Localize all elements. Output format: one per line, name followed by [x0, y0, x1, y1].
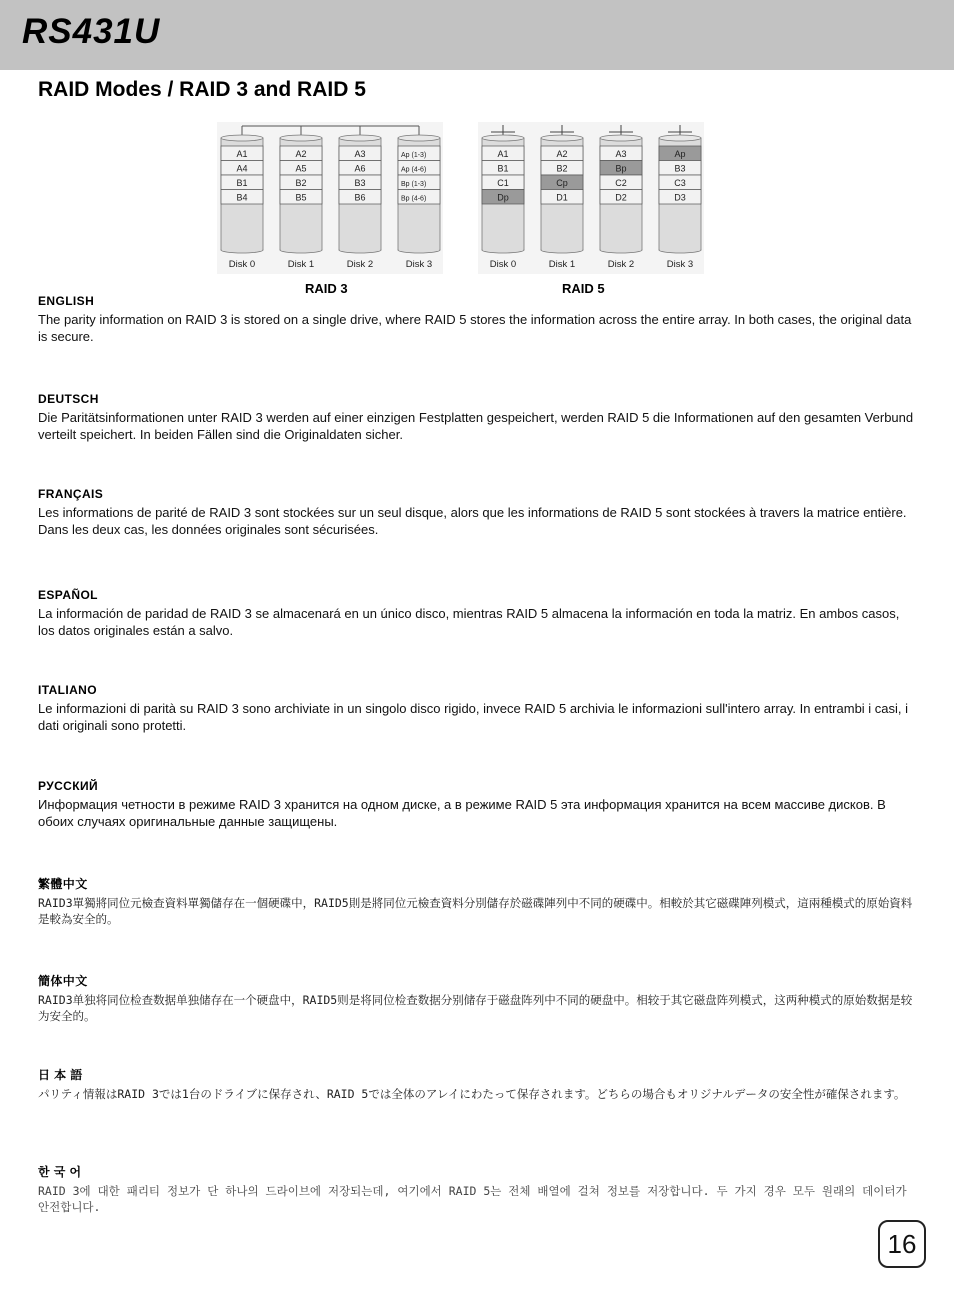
- raid5-caption: RAID 5: [562, 281, 605, 296]
- section-text: Les informations de parité de RAID 3 sont stockées sur un seul disque, alors que les informations de RAID 5 sont stockées à travers la matrice entière. Dans les deux cas, les données originales sont sécurisées.: [38, 505, 907, 537]
- section-simplified-chinese: [38, 972, 918, 1024]
- disk-block-label: B5: [295, 192, 307, 203]
- section-text: パリティ情報はRAID 3では1台のドライブに保存され、RAID 5では全体のアレイにわたって保存されます。どちらの場合もオリジナルデータの安全性が確保されます。: [38, 1087, 906, 1101]
- disk-cylinder: [600, 125, 642, 270]
- disk-block: [600, 190, 642, 205]
- disk-block: [659, 190, 701, 205]
- disk-block: [482, 146, 524, 161]
- section-text: Die Paritätsinformationen unter RAID 3 werden auf einer einzigen Festplatten gespeichert, werden RAID 5 die Informationen auf den gesamten Verbund verteilt speichert. In beiden Fällen sind die Originaldaten sicher.: [38, 410, 914, 442]
- disk-block-label: A2: [556, 148, 568, 159]
- section-text: RAID 3에 대한 패리티 정보가 단 하나의 드라이브에 저장되는데, 여기에서 RAID 5는 전체 배열에 걸쳐 정보를 저장합니다. 두 가지 경우 모두 원래의 데이터가 안전합니다.: [38, 1184, 907, 1214]
- disk-block-label: D1: [556, 192, 568, 203]
- disk-block: [398, 190, 440, 205]
- disk-block-label: B3: [674, 163, 686, 174]
- disk-block-label: B4: [236, 192, 248, 203]
- disk-block-label: B1: [236, 177, 248, 188]
- section-text: Информация четности в режиме RAID 3 хранится на одном диске, а в режиме RAID 5 эта информация хранится на всем массиве дисков. В обоих случаях оригинальные данные защищены.: [38, 797, 886, 829]
- section-english: [38, 294, 918, 345]
- section-heading: 繁體中文: [38, 877, 88, 891]
- section-italiano: [38, 683, 918, 734]
- disk-block: [482, 161, 524, 176]
- section-heading: ENGLISH: [38, 294, 95, 308]
- disk-block: [659, 161, 701, 176]
- disk-block-label: C1: [497, 177, 509, 188]
- section-deutsch: [38, 392, 918, 443]
- disk-block-label: C3: [674, 177, 686, 188]
- disk-block-label: B1: [497, 163, 509, 174]
- disk-cylinder: [280, 135, 322, 270]
- disk-block-label: B3: [354, 177, 366, 188]
- section-russian: [38, 779, 918, 830]
- raid5-diagram: [478, 122, 704, 274]
- disk-cylinder: [541, 125, 583, 270]
- disk-label: Disk 0: [228, 259, 256, 270]
- disk-block: [280, 175, 322, 190]
- disk-block: [280, 146, 322, 161]
- disk-block: [339, 190, 381, 205]
- disk-block-label: Cp: [556, 177, 568, 188]
- disk-block: [541, 146, 583, 161]
- disk-block: [280, 161, 322, 176]
- section-heading: FRANÇAIS: [38, 487, 104, 501]
- disk-label: Disk 2: [607, 259, 635, 270]
- disk-block-label: A5: [295, 163, 307, 174]
- raid5-diagram-svg: [478, 122, 704, 274]
- disk-block: [541, 175, 583, 190]
- disk-block-label: Ap (1-3): [401, 151, 427, 159]
- section-text: Le informazioni di parità su RAID 3 sono archiviate in un singolo disco rigido, invece RAID 5 archivia le informazioni sull'intero array. In entrambi i casi, i dati originali sono protetti.: [38, 701, 909, 733]
- disk-block-label: D2: [615, 192, 627, 203]
- product-title: RS431U: [22, 12, 161, 51]
- disk-block-label: B2: [556, 163, 568, 174]
- disk-block-label: Bp (1-3): [401, 180, 427, 188]
- section-title: RAID Modes / RAID 3 and RAID 5: [38, 78, 366, 101]
- disk-block: [659, 146, 701, 161]
- disk-block-label: Ap (4-6): [401, 166, 427, 174]
- section-heading: DEUTSCH: [38, 392, 99, 406]
- section-heading: 한 국 어: [38, 1165, 82, 1179]
- disk-block-label: Bp: [615, 163, 627, 174]
- disk-block: [541, 161, 583, 176]
- disk-cylinder: [339, 135, 381, 270]
- section-francais: [38, 487, 918, 538]
- section-heading: РУССКИЙ: [38, 779, 99, 793]
- disk-block-label: B6: [354, 192, 366, 203]
- disk-label: Disk 1: [548, 259, 576, 270]
- disk-block: [600, 175, 642, 190]
- disk-cylinder: [221, 135, 263, 270]
- disk-block: [398, 175, 440, 190]
- disk-block-label: A3: [615, 148, 627, 159]
- section-heading: ITALIANO: [38, 683, 97, 697]
- disk-block: [339, 175, 381, 190]
- section-espanol: [38, 588, 918, 639]
- disk-block-label: Dp: [497, 192, 509, 203]
- header-band: [0, 0, 954, 70]
- page-number: 16: [878, 1220, 926, 1268]
- section-text: La información de paridad de RAID 3 se almacenará en un único disco, mientras RAID 5 almacena la información en toda la matriz. En ambos casos, los datos originales están a salvo.: [38, 606, 900, 638]
- disk-block-label: C2: [615, 177, 627, 188]
- disk-cylinder: [398, 135, 440, 270]
- section-heading: 日 本 語: [38, 1068, 83, 1082]
- disk-block-label: A2: [295, 148, 307, 159]
- disk-block: [221, 161, 263, 176]
- disk-label: Disk 3: [405, 259, 433, 270]
- disk-block: [221, 190, 263, 205]
- disk-block-label: Bp (4-6): [401, 195, 427, 203]
- section-heading: 簡体中文: [38, 974, 88, 988]
- section-korean: [38, 1163, 918, 1215]
- disk-block: [600, 146, 642, 161]
- disk-block-label: D3: [674, 192, 686, 203]
- disk-label: Disk 3: [666, 259, 694, 270]
- disk-label: Disk 1: [287, 259, 315, 270]
- raid3-diagram-svg: [217, 122, 443, 274]
- disk-block: [541, 190, 583, 205]
- disk-block: [339, 161, 381, 176]
- disk-block-label: B2: [295, 177, 307, 188]
- disk-label: Disk 2: [346, 259, 374, 270]
- disk-block-label: Ap: [674, 148, 686, 159]
- disk-cylinder: [482, 125, 524, 270]
- disk-block-label: A3: [354, 148, 366, 159]
- disk-block: [482, 175, 524, 190]
- section-traditional-chinese: [38, 875, 918, 927]
- disk-block-label: A1: [236, 148, 248, 159]
- raid3-caption: RAID 3: [305, 281, 348, 296]
- disk-block-label: A6: [354, 163, 366, 174]
- section-japanese: [38, 1066, 918, 1102]
- raid3-diagram: [217, 122, 443, 274]
- disk-block: [398, 161, 440, 176]
- disk-block: [339, 146, 381, 161]
- disk-block: [659, 175, 701, 190]
- section-text: RAID3单独将同位检查数据单独储存在一个硬盘中，RAID5则是将同位检查数据分别储存于磁盘阵列中不同的硬盘中。相较于其它磁盘阵列模式，这两种模式的原始数据是较为安全的。: [38, 993, 913, 1023]
- section-text: The parity information on RAID 3 is stored on a single drive, where RAID 5 stores the information across the entire array. In both cases, the original data is secure.: [38, 312, 912, 344]
- disk-block-label: A4: [236, 163, 248, 174]
- disk-cylinder: [659, 125, 701, 270]
- disk-block: [221, 146, 263, 161]
- disk-block-label: A1: [497, 148, 509, 159]
- disk-block: [280, 190, 322, 205]
- disk-block: [398, 146, 440, 161]
- section-heading: ESPAÑOL: [38, 588, 98, 602]
- disk-block: [600, 161, 642, 176]
- section-text: RAID3單獨將同位元檢查資料單獨儲存在一個硬碟中，RAID5則是將同位元檢查資料分別儲存於磁碟陣列中不同的硬碟中。相較於其它磁碟陣列模式，這兩種模式的原始資料是較為安全的。: [38, 896, 913, 926]
- disk-block: [221, 175, 263, 190]
- disk-label: Disk 0: [489, 259, 517, 270]
- disk-block: [482, 190, 524, 205]
